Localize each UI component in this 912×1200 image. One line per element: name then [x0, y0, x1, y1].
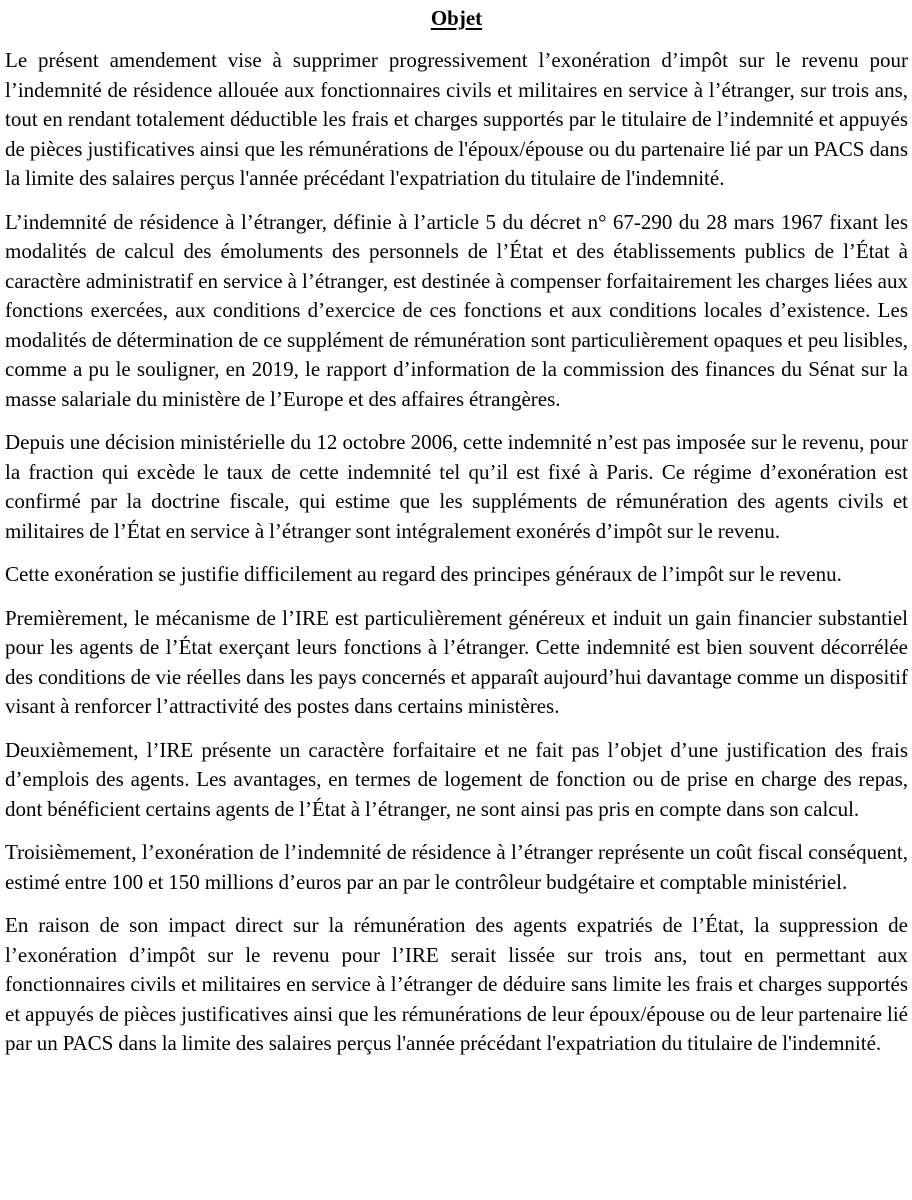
paragraph-history: Depuis une décision ministérielle du 12 octobre 2006, cette indemnité n’est pas imposée sur le revenu, pour la fraction qui excède le taux de cette indemnité tel qu’il est fixé à Paris. Ce régime d’exonération est confirmé par la doctrine fiscale, qui estime que les suppléments de rémunération des agents civils et militaires de l’État en service à l’étranger sont intégralement exonérés d’impôt sur le revenu.: [5, 430, 908, 543]
section-title: Objet: [430, 6, 483, 30]
paragraph-intro: Le présent amendement vise à supprimer progressivement l’exonération d’impôt sur le revenu pour l’indemnité de résidence allouée aux fonctionnaires civils et militaires en service à l’étranger, sur trois ans, tout en rendant totalement déductible les frais et charges supportés par le titulaire de l’indemnité et appuyés de pièces justificatives ainsi que les rémunérations de l'époux/épouse ou du partenaire lié par un PACS dans la limite des salaires perçus l'année précédant l'expatriation du titulaire de l'indemnité.: [5, 48, 908, 190]
paragraph-first-point: Premièrement, le mécanisme de l’IRE est particulièrement généreux et induit un gain financier substantiel pour les agents de l’État exerçant leurs fonctions à l’étranger. Cette indemnité est bien souvent décorrélée des conditions de vie réelles dans les pays concernés et apparaît aujourd’hui davantage comme un dispositif visant à renforcer l’attractivité des postes dans certains ministères.: [5, 605, 908, 718]
paragraph-second-point: Deuxièmement, l’IRE présente un caractère forfaitaire et ne fait pas l’objet d’une justification des frais d’emplois des agents. Les avantages, en termes de logement de fonction ou de prise en charge des repas, dont bénéficient certains agents de l’État à l’étranger, ne sont ainsi pas pris en compte dans son calcul.: [5, 737, 908, 821]
paragraph-justification: Cette exonération se justifie difficilement au regard des principes généraux de l’impôt sur le revenu.: [5, 562, 842, 586]
paragraph-definition: L’indemnité de résidence à l’étranger, définie à l’article 5 du décret n° 67-290 du 28 mars 1967 fixant les modalités de calcul des émoluments des personnels de l’État et des établissements publics de l’État à caractère administratif en service à l’étranger, est destinée à compenser forfaitairement les charges liées aux fonctions exercées, aux conditions d’exercice de ces fonctions et aux conditions locales d’existence. Les modalités de détermination de ce supplément de rémunération sont particulièrement opaques et peu lisibles, comme a pu le souligner, en 2019, le rapport d’information de la commission des finances du Sénat sur la masse salariale du ministère de l’Europe et des affaires étrangères.: [5, 209, 908, 411]
paragraph-third-point: Troisièmement, l’exonération de l’indemnité de résidence à l’étranger représente un coût fiscal conséquent, estimé entre 100 et 150 millions d’euros par an par le contrôleur budgétaire et comptable ministériel.: [5, 840, 908, 894]
paragraph-conclusion: En raison de son impact direct sur la rémunération des agents expatriés de l’État, la suppression de l’exonération d’impôt sur le revenu pour l’IRE serait lissée sur trois ans, tout en permettant aux fonctionnaires civils et militaires en service à l’étranger de déduire sans limite les frais et charges supportés et appuyés de pièces justificatives ainsi que les rémunérations de leur époux/épouse ou de leur partenaire lié par un PACS dans la limite des salaires perçus l'année précédant l'expatriation du titulaire de l'indemnité.: [5, 913, 908, 1055]
